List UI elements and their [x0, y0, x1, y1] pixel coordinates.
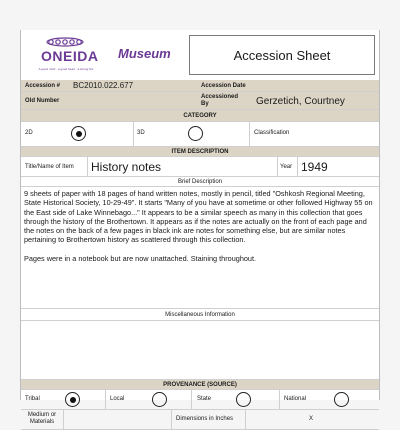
sheet-title: Accession Sheet: [189, 35, 375, 75]
title-value[interactable]: History notes: [91, 160, 162, 174]
misc-information-box[interactable]: [21, 321, 379, 380]
old-number-row: [21, 92, 379, 110]
year-label: Year: [280, 164, 293, 170]
logo-text: ONEIDA: [41, 48, 99, 64]
dimensions-separator: X: [309, 416, 314, 422]
divider: [249, 122, 250, 146]
brief-description-box[interactable]: [21, 187, 379, 309]
accessioned-by-value[interactable]: Gerzetich, Courtney: [256, 96, 345, 107]
misc-information-label: Miscellaneous Information: [165, 312, 235, 318]
item-title-row: [21, 157, 379, 177]
medium-row: [21, 410, 379, 430]
accession-row: [21, 80, 379, 92]
accession-date-label: Accession Date: [201, 83, 246, 89]
category-heading-row: [21, 110, 379, 122]
category-heading: CATEGORY: [183, 113, 217, 119]
year-value[interactable]: 1949: [301, 160, 328, 174]
provenance-options-row: [21, 390, 379, 410]
museum-label: Museum: [118, 46, 171, 61]
category-3d-label: 3D: [137, 130, 145, 136]
category-2d-radio[interactable]: [71, 126, 86, 141]
divider: [245, 410, 246, 429]
medium-label: Medium or Materials: [27, 412, 57, 425]
misc-label-row: [21, 309, 379, 321]
logo-tagline: A good mind · a good heart · a strong fire: [38, 67, 94, 71]
divider: [277, 157, 278, 176]
item-heading-row: [21, 147, 379, 157]
classification-label: Classification: [254, 130, 290, 136]
category-2d-label: 2D: [25, 130, 33, 136]
brief-description-paragraph: Pages were in a notebook but are now unattached. Staining throughout.: [24, 253, 257, 263]
tribal-label: Tribal: [25, 396, 40, 402]
divider: [133, 122, 134, 146]
category-options-row: [21, 122, 379, 147]
local-label: Local: [110, 396, 125, 402]
brief-description-paragraph: 9 sheets of paper with 18 pages of hand written notes, mostly in pencil, titled "Oshkosh Regional Meeting, State Historical Society, 10-29-49". It starts "Many of you have at sometime or other followed Highway 55 on the East side of Lake Winnebago..." It appears to be a similar speech as many in this collection that goes through the history of the Brothertown. It appears as if the notes are actually on the front of each page and the notes on the back of a few pages in black ink are notes for something else, but are similar notes pertaining to Brothertown history as scattered through this collection.: [24, 189, 373, 245]
dimensions-label: Dimensions in Inches: [176, 416, 234, 422]
old-number-label: Old Number: [25, 98, 60, 104]
divider: [87, 157, 88, 176]
divider: [171, 410, 172, 429]
accession-number-value[interactable]: BC2010.022.677: [73, 81, 134, 90]
item-heading: ITEM DESCRIPTION: [171, 149, 229, 155]
title-label: Title/Name of Item: [25, 164, 74, 170]
provenance-heading-row: [21, 380, 379, 390]
divider: [63, 410, 64, 429]
national-label: National: [284, 396, 307, 402]
brief-label-row: [21, 177, 379, 187]
brief-description-label: Brief Description: [177, 179, 222, 185]
accessioned-by-label: Accessioned By: [201, 94, 239, 107]
category-3d-radio[interactable]: [188, 126, 203, 141]
state-label: State: [197, 396, 212, 402]
accession-number-label: Accession #: [25, 83, 61, 89]
provenance-heading: PROVENANCE (SOURCE): [163, 382, 237, 388]
accession-sheet: [20, 30, 380, 425]
divider: [297, 157, 298, 176]
oneida-logo: [21, 30, 111, 80]
